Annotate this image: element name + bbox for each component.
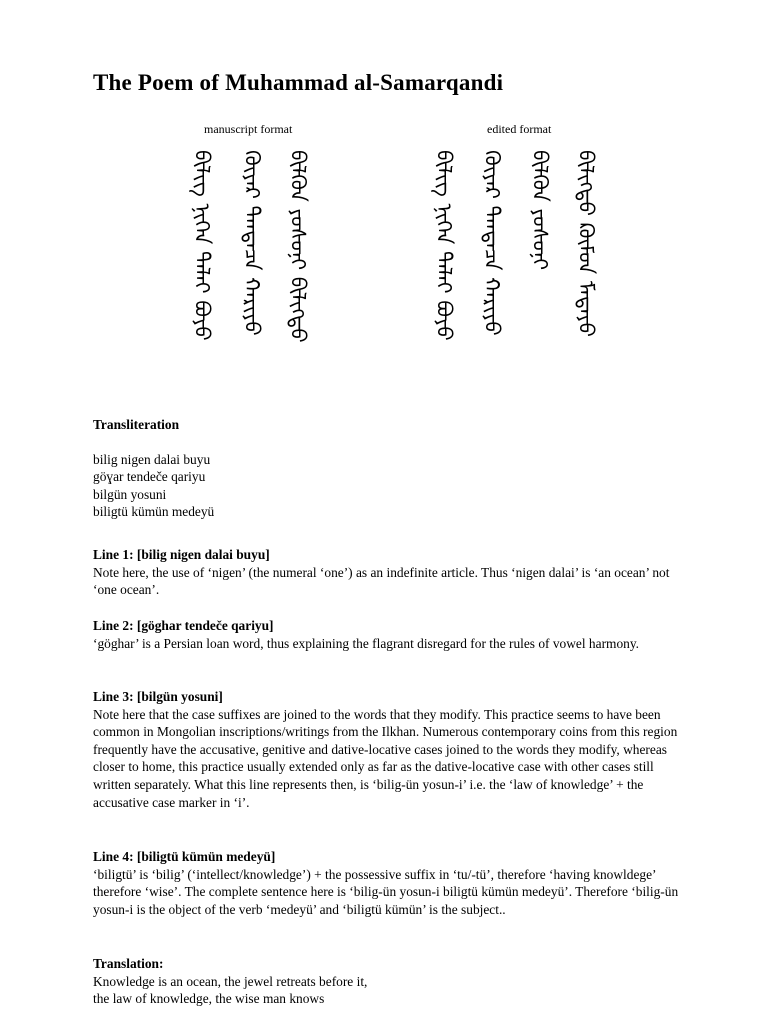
translation-line-2: the law of knowledge, the wise man knows	[93, 991, 325, 1007]
manuscript-format-label: manuscript format	[204, 122, 293, 136]
line-3-section	[93, 688, 693, 811]
manuscript-column-3: ᠪᠢᠯᠭᠦᠨ ᠶᠣᠰᠤᠨᠢ ᠪᠢᠯᠢᠭᠲᠦ	[286, 150, 310, 343]
line-1-body: Note here, the use of ‘nigen’ (the numeral ‘one’) as an indefinite article. Thus ‘nigen dalai’ is ‘an ocean’ not ‘one ocean’.	[93, 564, 670, 598]
manuscript-column-2: ᠭᠥᠶᠠᠷ ᠲᠡᠨᠳᠡᠴᠡ ᠬᠠᠷᠢᠶᠤ	[240, 150, 264, 336]
transliteration-line-4: biligtü kümün medeyü	[93, 504, 215, 520]
page-title: The Poem of Muhammad al-Samarqandi	[93, 70, 504, 95]
line-1-section	[93, 546, 693, 599]
line-2-section	[93, 617, 693, 652]
translation-section	[93, 955, 693, 1008]
line-4-heading: Line 4: [biligtü kümün medeyü]	[93, 849, 276, 864]
line-4-section	[93, 848, 693, 918]
line-4-body: ‘biligtü’ is ‘bilig’ (‘intellect/knowledge’) + the possessive suffix in ‘tu/-tü’, therefore ‘having knowldege’ therefore ‘wise’. The complete sentence here is ‘bilig-ün yosun-i biligtü kümün medeyü’. Therefore ‘bilig-ün yosun-i is the object of the verb ‘medeyü’ and ‘biligtü kümün’ is the subject..	[93, 866, 679, 917]
line-2-heading: Line 2: [göghar tendeče qariyu]	[93, 618, 274, 633]
edited-column-4: ᠪᠢᠯᠢᠭᠲᠦ ᠺᠦᠮᠦᠨ ᠮᠡᠳᠡᠶᠦ	[574, 150, 598, 337]
edited-column-1: ᠪᠢᠯᠢᠭ ᠨᠢᠭᠡᠨ ᠳᠠᠯᠠᠢ ᠪᠣᠶᠤ	[432, 150, 456, 341]
edited-format-label: edited format	[487, 122, 552, 136]
manuscript-script	[190, 150, 320, 385]
line-2-body: ‘göghar’ is a Persian loan word, thus explaining the flagrant disregard for the rules of vowel harmony.	[93, 635, 640, 651]
translation-heading: Translation:	[93, 956, 164, 971]
transliteration-line-1: bilig nigen dalai buyu	[93, 451, 211, 467]
translation-line-1: Knowledge is an ocean, the jewel retreats before it,	[93, 973, 368, 989]
transliteration-line-2: göɣar tendeče qariyu	[93, 469, 206, 485]
transliteration-section	[93, 416, 693, 521]
edited-column-3: ᠪᠢᠯᠭᠦᠨ ᠶᠣᠰᠤᠨᠢ	[528, 150, 552, 271]
line-3-heading: Line 3: [bilgün yosuni]	[93, 689, 223, 704]
transliteration-line-3: bilgün yosuni	[93, 486, 167, 502]
edited-column-2: ᠭᠥᠶᠠᠷ ᠲᠡᠨᠳᠡᠴᠡ ᠬᠠᠷᠢᠶᠤ	[480, 150, 504, 336]
edited-script	[432, 150, 612, 385]
transliteration-heading: Transliteration	[93, 417, 180, 432]
line-1-heading: Line 1: [bilig nigen dalai buyu]	[93, 547, 270, 562]
line-3-body: Note here that the case suffixes are joined to the words that they modify. This practice seems to have been common in Mongolian inscriptions/writings from the Ilkhan. Numerous contemporary coins from this region frequently have the accusative, genitive and dative-locative cases joined to the words they modify, whereas closer to home, this practice usually extended only as far as the dative-locative case with other cases still written separately. What this line represents then, is ‘bilig-ün yosun-i’ i.e. the ‘law of knowledge’ + the accusative case marker in ‘i’.	[93, 706, 678, 810]
manuscript-column-1: ᠪᠢᠯᠢᠭ ᠨᠢᠭᠡᠨ ᠳᠠᠯᠠᠢ ᠪᠣᠶᠤ	[190, 150, 214, 341]
